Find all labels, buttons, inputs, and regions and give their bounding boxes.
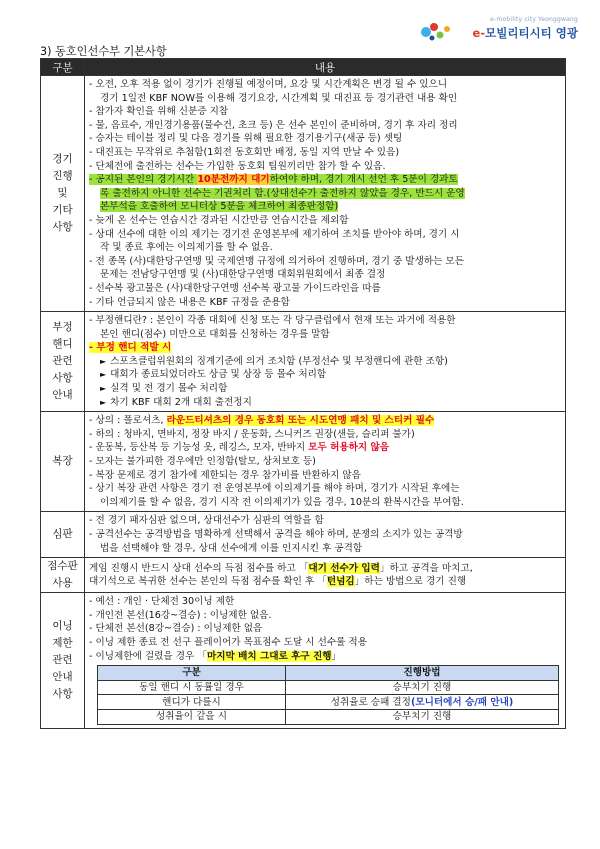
text-line: - 상대 선수에 대한 이의 제기는 경기전 운영본부에 제기하여 조치를 받아야 하며, 경기 시 bbox=[89, 228, 460, 240]
category-line: 사항 bbox=[52, 221, 73, 234]
text-line: - 하의 : 청바지, 면바지, 정장 바지 / 운동화, 스니커즈 권장(샌들, 슬리퍼 불가) bbox=[89, 428, 415, 440]
text-line-highlight bbox=[89, 187, 561, 201]
highlight-text: 턴넘김 bbox=[326, 576, 355, 588]
category-line: 부정 bbox=[52, 321, 73, 334]
text-line: - 전 경기 패자심판 없으며, 상대선수가 심판의 역할을 함 bbox=[89, 515, 324, 527]
text-line: - 참가자 확인을 위해 신분증 지참 bbox=[89, 106, 229, 118]
text-span: - 이닝제한에 걸렸을 경우 「 bbox=[89, 650, 207, 662]
highlight-red-text: - 부정 핸디 적발 시 bbox=[89, 342, 172, 354]
blue-text: (모니터에서 승/패 안내) bbox=[410, 696, 514, 708]
header-content: 내용 bbox=[85, 59, 566, 76]
category-general bbox=[41, 76, 85, 312]
text-line bbox=[89, 650, 561, 664]
category-line: 제한 bbox=[52, 636, 73, 649]
category-line: 관련 bbox=[52, 355, 73, 368]
category-line: 복장 bbox=[52, 455, 73, 468]
text-span: - 운동복, 등산복 등 기능성 옷, 레깅스, 모자, 반바지 bbox=[89, 442, 309, 454]
category-line: 핸디 bbox=[52, 338, 73, 351]
text-line: - 예선 : 개인 · 단체전 30이닝 제한 bbox=[89, 596, 235, 608]
text-line: - 공격선수는 공격방법을 명확하게 선택해서 공격을 해야 하며, 분쟁의 소지가 있는 공격방 bbox=[89, 529, 463, 540]
logo bbox=[408, 14, 578, 50]
text-span: 」하고 공격을 마치고, bbox=[379, 562, 473, 574]
logo-brand-prefix: e- bbox=[472, 26, 486, 40]
text-span: 대기석으로 복귀한 선수는 본인의 득점 점수를 확인 후 「 bbox=[89, 576, 327, 588]
text-line: - 이닝 제한 종료 전 선구 플레이어가 목표점수 도달 시 선수룰 적용 bbox=[89, 636, 367, 648]
header-category: 구분 bbox=[41, 59, 85, 76]
bullet-line bbox=[89, 368, 561, 382]
category-line: 이닝 bbox=[52, 619, 73, 632]
category-inning bbox=[41, 593, 85, 728]
category-line: 안내 bbox=[52, 389, 73, 402]
text-span: 」 bbox=[331, 650, 342, 662]
sub-cell: 성취율이 같을 시 bbox=[98, 709, 286, 724]
sub-header-row bbox=[98, 666, 559, 681]
text-line: 법을 선택해야 할 경우, 상대 선수에게 이를 인지시킨 후 공격함 bbox=[100, 542, 363, 554]
sub-header-method: 진행방법 bbox=[286, 666, 559, 681]
highlight-text: - 공지된 본인의 경기시간 bbox=[89, 174, 198, 186]
category-line: 기타 bbox=[52, 204, 73, 217]
table-row bbox=[98, 680, 559, 695]
category-line: 사항 bbox=[52, 372, 73, 385]
table-row bbox=[41, 512, 566, 558]
highlight-text: 록 출전하지 아니한 선수는 기권처리 함.(상대선수가 출전하지 않았을 경우, 반드시 운영 bbox=[100, 187, 465, 199]
text-line: 문제는 전남당구연맹 및 (사)대한당구연맹 대회위원회에서 최종 결정 bbox=[100, 269, 386, 281]
category-line: 점수판 bbox=[47, 560, 78, 573]
table-row bbox=[41, 76, 566, 312]
table-row bbox=[98, 709, 559, 724]
category-referee bbox=[41, 512, 85, 558]
text-line-highlight bbox=[89, 173, 561, 187]
text-line: 작 및 종료 후에는 이의제기를 할 수 없음. bbox=[100, 242, 273, 254]
content-referee bbox=[85, 512, 566, 558]
table-row bbox=[41, 312, 566, 412]
category-line: 경기 bbox=[52, 153, 73, 166]
text-line-highlight bbox=[89, 341, 561, 355]
text-span: 승부치기 진행 bbox=[392, 711, 452, 723]
text-line: - 기타 언급되지 않은 내용은 KBF 규정을 준용함 bbox=[89, 296, 290, 308]
text-line: - 전 종목 (사)대한당구연맹 및 국제연맹 규정에 의거하여 진행하며, 경기 중 발생하는 모든 bbox=[89, 255, 464, 267]
bullet-text: 대회가 종료되었더라도 상금 및 상장 등 몰수 처리함 bbox=[110, 369, 327, 381]
highlight-red-text: 라운드티셔츠의 경우 동호회 또는 시도연맹 패치 및 스티커 필수 bbox=[166, 415, 435, 427]
text-line: 본인 핸디(점수) 미만으로 대회를 신청하는 경우를 말함 bbox=[100, 328, 330, 340]
highlight-text: 대기 선수가 입력 bbox=[308, 562, 380, 574]
text-line: - 복장 문제로 경기 참가에 제한되는 경우 참가비를 반환하지 않음 bbox=[89, 469, 361, 481]
table-row bbox=[98, 695, 559, 710]
category-line: 관련 bbox=[52, 653, 73, 666]
section-title: 3) 동호인선수부 기본사항 bbox=[40, 45, 167, 58]
text-line: - 부정핸디란? : 본인이 각종 대회에 신청 또는 각 당구클럽에서 현재 또는 과거에 적용한 bbox=[89, 315, 456, 327]
category-line: 안내 bbox=[52, 670, 73, 683]
inning-sub-table bbox=[97, 665, 559, 724]
text-line: - 상기 복장 관련 사항은 경기 전 운영본부에 이의제기를 해야 하며, 경기가 시작된 후에는 bbox=[89, 483, 460, 495]
content-scoreboard bbox=[85, 558, 566, 593]
table-row bbox=[41, 412, 566, 512]
text-line: - 모자는 불가피한 경우에만 인정함(탈모, 상처보호 등) bbox=[89, 456, 316, 468]
triangle-bullet-icon: ► bbox=[100, 370, 107, 380]
sub-cell bbox=[286, 709, 559, 724]
triangle-bullet-icon: ► bbox=[100, 397, 107, 407]
text-span: - 상의 : 폴로셔츠, bbox=[89, 415, 167, 427]
category-attire bbox=[41, 412, 85, 512]
table-row bbox=[41, 593, 566, 728]
text-line: - 대진표는 무작위로 추첨함(1회전 동호회만 배정, 동일 지역 만날 수 있음) bbox=[89, 146, 400, 158]
sub-cell: 핸디가 다를시 bbox=[98, 695, 286, 710]
bullet-line bbox=[89, 382, 561, 396]
text-span: 」하는 방법으로 경기 진행 bbox=[354, 576, 467, 588]
logo-dots-icon bbox=[420, 20, 454, 44]
triangle-bullet-icon: ► bbox=[100, 384, 107, 394]
logo-tagline: e-mobility city Yeonggwang bbox=[490, 16, 578, 23]
text-span: 승부치기 진행 bbox=[392, 682, 452, 694]
sub-cell: 동일 핸디 시 동률일 경우 bbox=[98, 680, 286, 695]
text-line: 이의제기를 할 수 없음, 경기 시작 전 이의제기가 있을 경우, 10분의 환복시간을 부여함. bbox=[100, 496, 464, 508]
category-line: 및 bbox=[57, 187, 68, 200]
red-text: 모두 허용하지 않음 bbox=[308, 442, 390, 454]
text-line: - 단체전에 출전하는 선수는 가입한 동호회 팀원끼리만 참가 할 수 있음. bbox=[89, 160, 386, 172]
highlight-red-text: 10분전까지 대기 bbox=[197, 174, 270, 186]
text-line: - 오전, 오후 적용 없이 경기가 진행될 예정이며, 요강 및 시간계획은 변경 될 수 있으니 bbox=[89, 79, 448, 90]
text-line: - 개인전 본선(16강~결승) : 이닝제한 없음. bbox=[89, 609, 272, 621]
category-line: 진행 bbox=[52, 170, 73, 183]
bullet-text: 스포츠클럽위원회의 징계기준에 의거 조치함 (부정선수 및 부정핸디에 관한 조항) bbox=[110, 355, 448, 367]
text-span: 성취율로 승패 결정 bbox=[330, 696, 411, 708]
category-line: 사항 bbox=[52, 687, 73, 700]
content-inning bbox=[85, 593, 566, 728]
text-line: - 물, 음료수, 개인경기용품(물수건, 초크 등) 은 선수 본인이 준비하며, 경기 후 자리 정리 bbox=[89, 119, 458, 131]
content-attire bbox=[85, 412, 566, 512]
bullet-text: 실격 및 전 경기 몰수 처리함 bbox=[110, 383, 228, 395]
category-line: 심판 bbox=[52, 528, 73, 541]
highlight-text: 하여야 하며, 경기 개시 선언 후 5분이 경과토 bbox=[269, 174, 458, 186]
text-line: - 단체전 본선(8강~결승) : 이닝제한 없음 bbox=[89, 623, 263, 635]
sub-cell bbox=[286, 680, 559, 695]
category-line: 사용 bbox=[52, 577, 73, 590]
text-line: 경기 1일전 KBF NOW를 이용해 경기요강, 시간계획 및 대진표 등 경기관련 내용 확인 bbox=[100, 92, 458, 104]
text-line-highlight bbox=[89, 200, 561, 214]
text-line bbox=[89, 562, 561, 576]
logo-brand bbox=[473, 25, 578, 41]
bullet-line bbox=[89, 355, 561, 369]
text-line: - 승자는 테이블 정리 및 다음 경기를 위해 필요한 경기용기구(새공 등) 셋팅 bbox=[89, 133, 403, 145]
bullet-line bbox=[89, 396, 561, 410]
text-line: - 늦게 온 선수는 연습시간 경과된 시간만큼 연습시간을 제외함 bbox=[89, 214, 349, 226]
content-general bbox=[85, 76, 566, 312]
table-header-row bbox=[41, 59, 566, 76]
text-span: 게임 진행시 반드시 상대 선수의 득점 점수를 하고 「 bbox=[89, 562, 309, 574]
text-line: - 선수복 광고물은 (사)대한당구연맹 선수복 광고물 가이드라인을 따름 bbox=[89, 282, 381, 294]
highlight-text: 마지막 배치 그대로 후구 진행 bbox=[206, 650, 332, 662]
content-handicap bbox=[85, 312, 566, 412]
category-scoreboard bbox=[41, 558, 85, 593]
text-line bbox=[89, 414, 561, 428]
logo-brand-name: 모빌리티시티 영광 bbox=[485, 26, 578, 40]
sub-cell bbox=[286, 695, 559, 710]
text-line bbox=[89, 441, 561, 455]
category-handicap bbox=[41, 312, 85, 412]
table-row bbox=[41, 558, 566, 593]
text-line bbox=[89, 575, 561, 589]
bullet-text: 차기 KBF 대회 2개 대회 출전정지 bbox=[110, 396, 252, 408]
sub-header-category: 구분 bbox=[98, 666, 286, 681]
rules-table bbox=[40, 58, 566, 729]
triangle-bullet-icon: ► bbox=[100, 356, 107, 366]
highlight-text: 본부석을 호출하여 모니터상 5분을 체크하여 최종판정함) bbox=[100, 201, 339, 213]
